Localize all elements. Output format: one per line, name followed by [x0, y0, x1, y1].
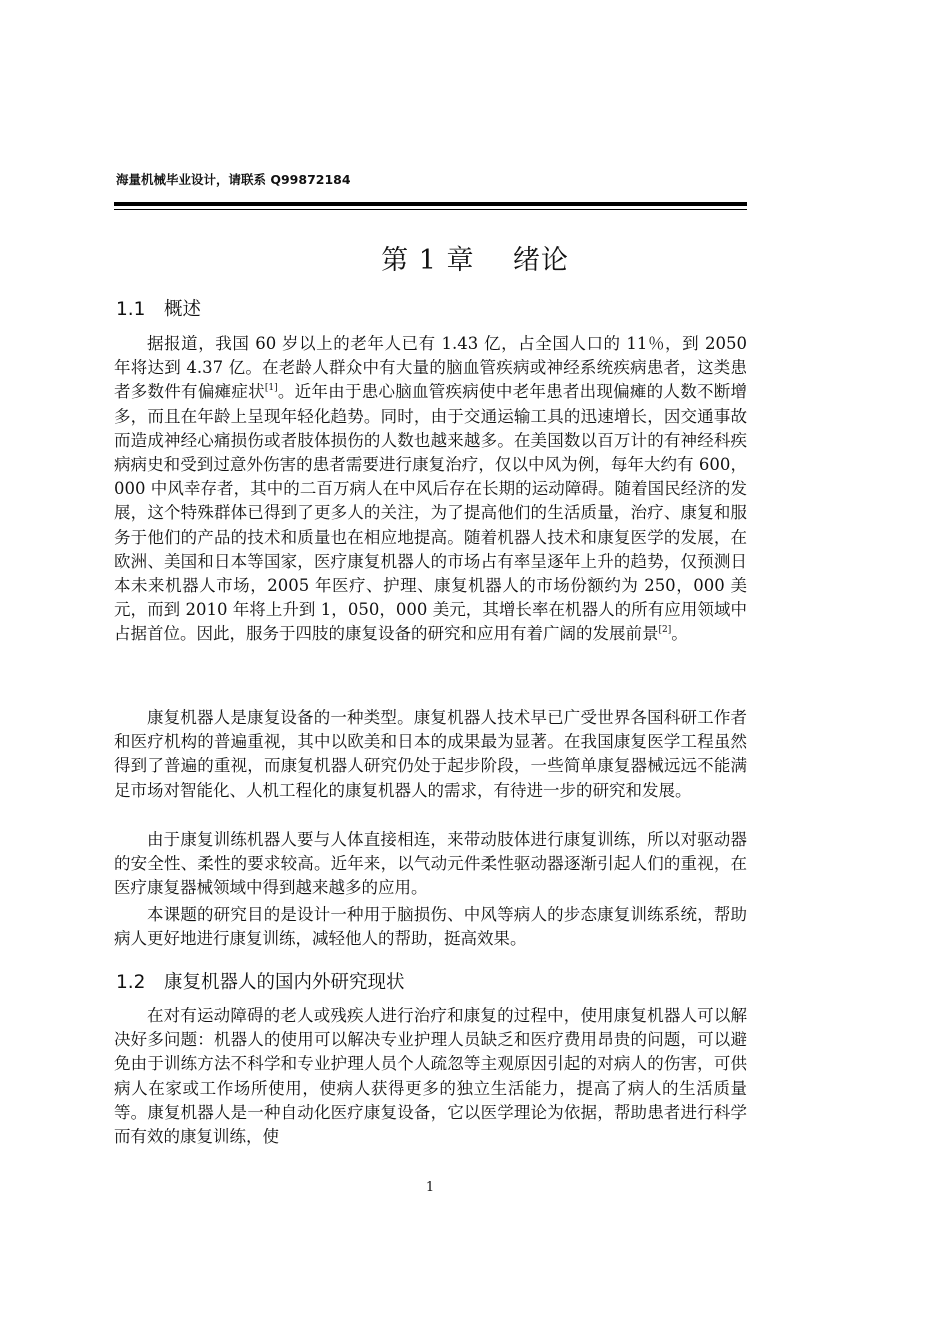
paragraph-5: 在对有运动障碍的老人或残疾人进行治疗和康复的过程中，使用康复机器人可以解决好多问题：机器人的使用可以解决专业护理人员缺乏和医疗费用昂贵的问题，可以避免由于训练方法不科学和专业护理人员个人疏忽等主观原因引起的对病人的伤害，可供病人在家或工作场所使用，使病人获得更多的独立生活能力，提高了病人的生活质量等。康复机器人是一种自动化医疗康复设备，它以医学理论为依据，帮助患者进行科学而有效的康复训练，使 [114, 1006, 747, 1147]
section-number: 1.1 [116, 299, 146, 320]
section-number: 1.2 [116, 972, 146, 993]
paragraph-4: 本课题的研究目的是设计一种用于脑损伤、中风等病人的步态康复训练系统，帮助病人更好地进行康复训练，减轻他人的帮助，挺高效果。 [114, 905, 747, 949]
header-note: 海量机械毕业设计，请联系 Q99872184 [116, 172, 351, 187]
section-title: 概述 [164, 299, 202, 320]
page-number: 1 [425, 1180, 435, 1195]
paragraph-2: 康复机器人是康复设备的一种类型。康复机器人技术早已广受世界各国科研工作者和医疗机构的普遍重视，其中以欧美和日本的成果最为显著。在我国康复医学工程虽然得到了普遍的重视，而康复机器人研究仍处于起步阶段，一些简单康复器械远远不能满足市场对智能化、人机工程化的康复机器人的需求，有待进一步的研究和发展。 [114, 708, 747, 800]
header-rule-thin [114, 209, 747, 210]
citation-2: [2] [658, 625, 672, 636]
paragraph-3: 由于康复训练机器人要与人体直接相连，来带动肢体进行康复训练，所以对驱动器的安全性、柔性的要求较高。近年来，以气动元件柔性驱动器逐渐引起人们的重视，在医疗康复器械领域中得到越来越多的应用。 [114, 830, 747, 898]
chapter-title: 第 1 章 绪论 [381, 245, 569, 276]
header-rule-thick [114, 202, 747, 206]
section-heading-1-2 [116, 968, 405, 994]
section-heading-1-1 [116, 295, 201, 321]
section-title: 康复机器人的国内外研究现状 [164, 972, 405, 993]
paragraph-1: 据报道，我国 60 岁以上的老年人已有 1.43 亿，占全国人口的 11％，到 2050 年将达到 4.37 亿。在老龄人群众中有大量的脑血管疾病或神经系统疾病患者，这类患者多数件有偏瘫症状[1]。近年由于患心脑血管疾病使中老年患者出现偏瘫的人数不断增多，而且在年龄上呈现年轻化趋势。同时，由于交通运输工具的迅速增长，因交通事故而造成神经心痛损伤或者肢体损伤的人数也越来越多。在美国数以百万计的有神经科疾病病史和受到过意外伤害的患者需要进行康复治疗，仅以中风为例，每年大约有 600，000 中风幸存者，其中的二百万病人在中风后存在长期的运动障碍。随着国民经济的发展，这个特殊群体已得到了更多人的关注，为了提高他们的生活质量，治疗、康复和服务于他们的产品的技术和质量也在相应地提高。随着机器人技术和康复医学的发展，在欧洲、美国和日本等国家，医疗康复机器人的市场占有率呈逐年上升的趋势，仅预测日本未来机器人市场，2005 年医疗、护理、康复机器人的市场份额约为 250，000 美元，而到 2010 年将上升到 1，050，000 美元，其增长率在机器人的所有应用领域中占据首位。因此，服务于四肢的康复设备的研究和应用有着广阔的发展前景[2]。 [114, 334, 748, 644]
citation-1: [1] [264, 383, 278, 394]
